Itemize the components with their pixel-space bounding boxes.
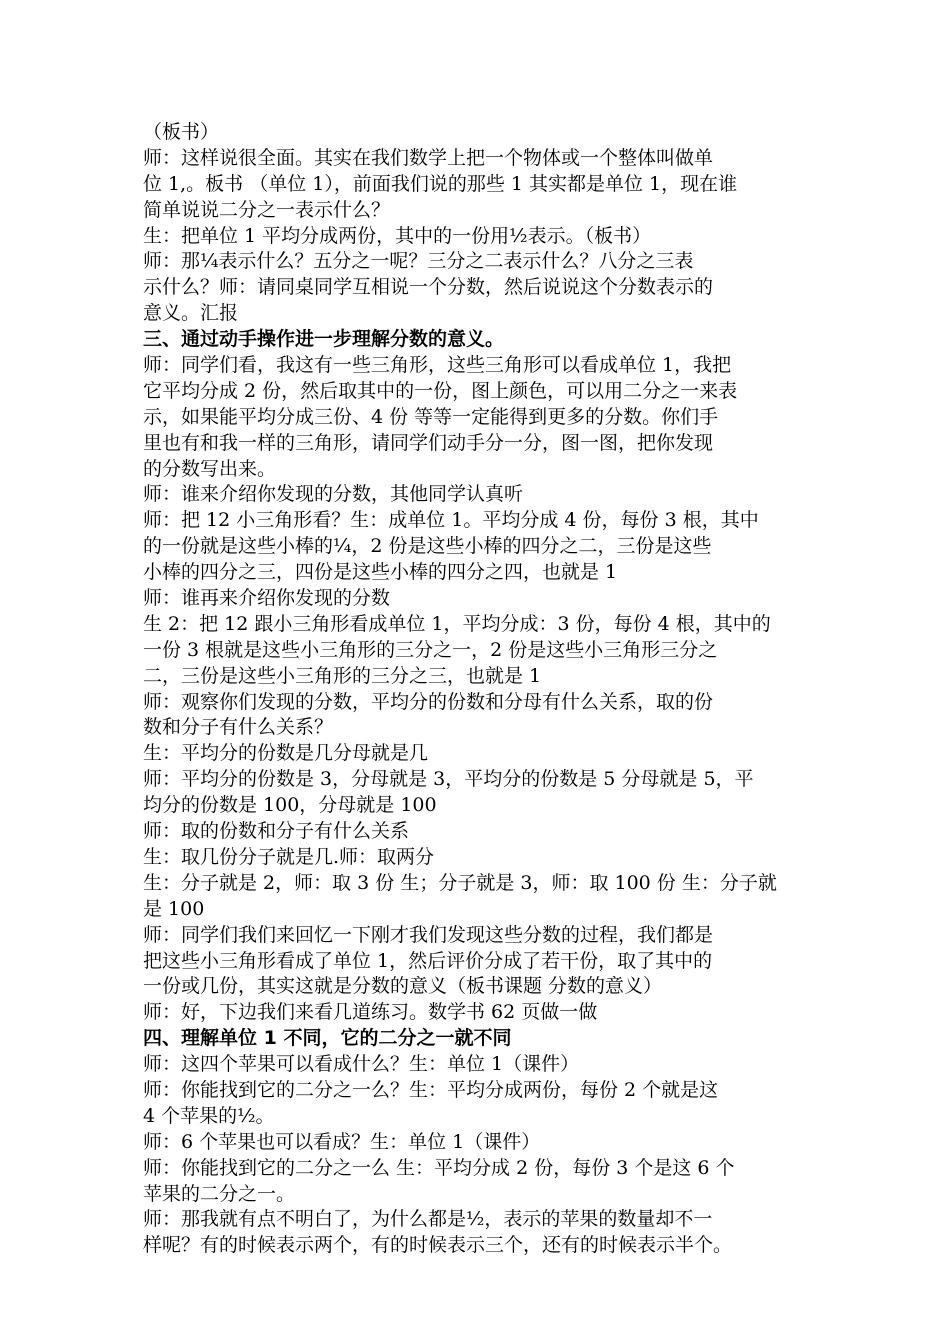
text-line: 4 个苹果的½。 bbox=[143, 1104, 275, 1127]
text-line: 师：取的份数和分子有什么关系 bbox=[143, 820, 410, 843]
text-line: 师：观察你们发现的分数，平均分的份数和分母有什么关系，取的份 bbox=[143, 690, 714, 713]
text-line: 意义。汇报 bbox=[143, 302, 239, 325]
text-line: 数和分子有什么关系？ bbox=[143, 716, 334, 739]
text-line: 示什么？师：请同桌同学互相说一个分数，然后说说这个分数表示的 bbox=[143, 276, 714, 299]
text-line: 师：6 个苹果也可以看成？生：单位 1（课件） bbox=[143, 1130, 541, 1153]
text-line: 师：好，下边我们来看几道练习。数学书 62 页做一做 bbox=[143, 1001, 598, 1024]
text-line: 师：那¼表示什么？五分之一呢？三分之二表示什么？八分之三表 bbox=[143, 250, 694, 273]
text-line: 生：平均分的份数是几分母就是几 bbox=[143, 742, 429, 765]
text-line: 的分数写出来。 bbox=[143, 457, 277, 480]
text-line: 把这些小三角形看成了单位 1，然后评价分成了若干份，取了其中的 bbox=[143, 949, 713, 972]
text-line: 的一份就是这些小棒的¼，2 份是这些小棒的四分之二，三份是这些 bbox=[143, 535, 712, 558]
text-line: 二，三份是这些小三角形的三分之三，也就是 1 bbox=[143, 664, 542, 687]
text-line: 一份或几份，其实这就是分数的意义（板书课题 分数的意义） bbox=[143, 975, 663, 998]
text-line: 师：这四个苹果可以看成什么？生：单位 1（课件） bbox=[143, 1053, 580, 1076]
text-line: 师：谁再来介绍你发现的分数 bbox=[143, 587, 391, 610]
text-line: 苹果的二分之一。 bbox=[143, 1182, 296, 1205]
text-line: 是 100 bbox=[143, 897, 205, 920]
text-line: 生 2：把 12 跟小三角形看成单位 1，平均分成：3 份，每份 4 根，其中的 bbox=[143, 612, 771, 635]
text-line: （板书） bbox=[143, 121, 220, 143]
text-line: 简单说说二分之一表示什么？ bbox=[143, 198, 391, 221]
text-line: 生：把单位 1 平均分成两份，其中的一份用½表示。（板书） bbox=[143, 224, 652, 247]
text-line: 师：同学们看，我这有一些三角形，这些三角形可以看成单位 1，我把 bbox=[143, 354, 732, 377]
text-line: 小棒的四分之三，四份是这些小棒的四分之四，也就是 1 bbox=[143, 561, 618, 584]
text-line: 位 1,。板书 （单位 1），前面我们说的那些 1 其实都是单位 1，现在谁 bbox=[143, 172, 738, 195]
text-line: 师：谁来介绍你发现的分数，其他同学认真听 bbox=[143, 483, 524, 506]
text-line: 一份 3 根就是这些小三角形的三分之一，2 份是这些小三角形三分之 bbox=[143, 638, 718, 661]
document-body bbox=[143, 120, 813, 1259]
text-line: 里也有和我一样的三角形，请同学们动手分一分，图一图，把你发现 bbox=[143, 431, 714, 454]
text-line: 生：分子就是 2，师：取 3 份 生；分子就是 3，师：取 100 份 生：分子就 bbox=[143, 871, 777, 894]
text-line: 师：把 12 小三角形看？生：成单位 1。平均分成 4 份，每份 3 根，其中 bbox=[143, 509, 759, 532]
text-line: 师：那我就有点不明白了，为什么都是½，表示的苹果的数量却不一 bbox=[143, 1208, 713, 1231]
section-heading: 三、通过动手操作进一步理解分数的意义。 bbox=[143, 328, 505, 351]
text-line: 样呢？有的时候表示两个，有的时候表示三个，还有的时候表示半个。 bbox=[143, 1234, 733, 1257]
text-line: 均分的份数是 100，分母就是 100 bbox=[143, 794, 437, 817]
text-line: 师：同学们我们来回忆一下刚才我们发现这些分数的过程，我们都是 bbox=[143, 923, 714, 946]
section-heading: 四、理解单位 1 不同，它的二分之一就不同 bbox=[143, 1027, 512, 1050]
text-line: 师：平均分的份数是 3，分母就是 3，平均分的份数是 5 分母就是 5，平 bbox=[143, 768, 754, 791]
text-line: 生：取几份分子就是几.师：取两分 bbox=[143, 845, 435, 868]
text-line: 它平均分成 2 份，然后取其中的一份，图上颜色，可以用二分之一来表 bbox=[143, 379, 738, 402]
text-line: 师：这样说很全面。其实在我们数学上把一个物体或一个整体叫做单 bbox=[143, 146, 714, 169]
text-line: 示，如果能平均分成三份、4 份 等等一定能得到更多的分数。你们手 bbox=[143, 405, 719, 428]
text-line: 师：你能找到它的二分之一么 生：平均分成 2 份，每份 3 个是这 6 个 bbox=[143, 1156, 735, 1179]
text-line: 师：你能找到它的二分之一么？生：平均分成两份，每份 2 个就是这 bbox=[143, 1078, 719, 1101]
